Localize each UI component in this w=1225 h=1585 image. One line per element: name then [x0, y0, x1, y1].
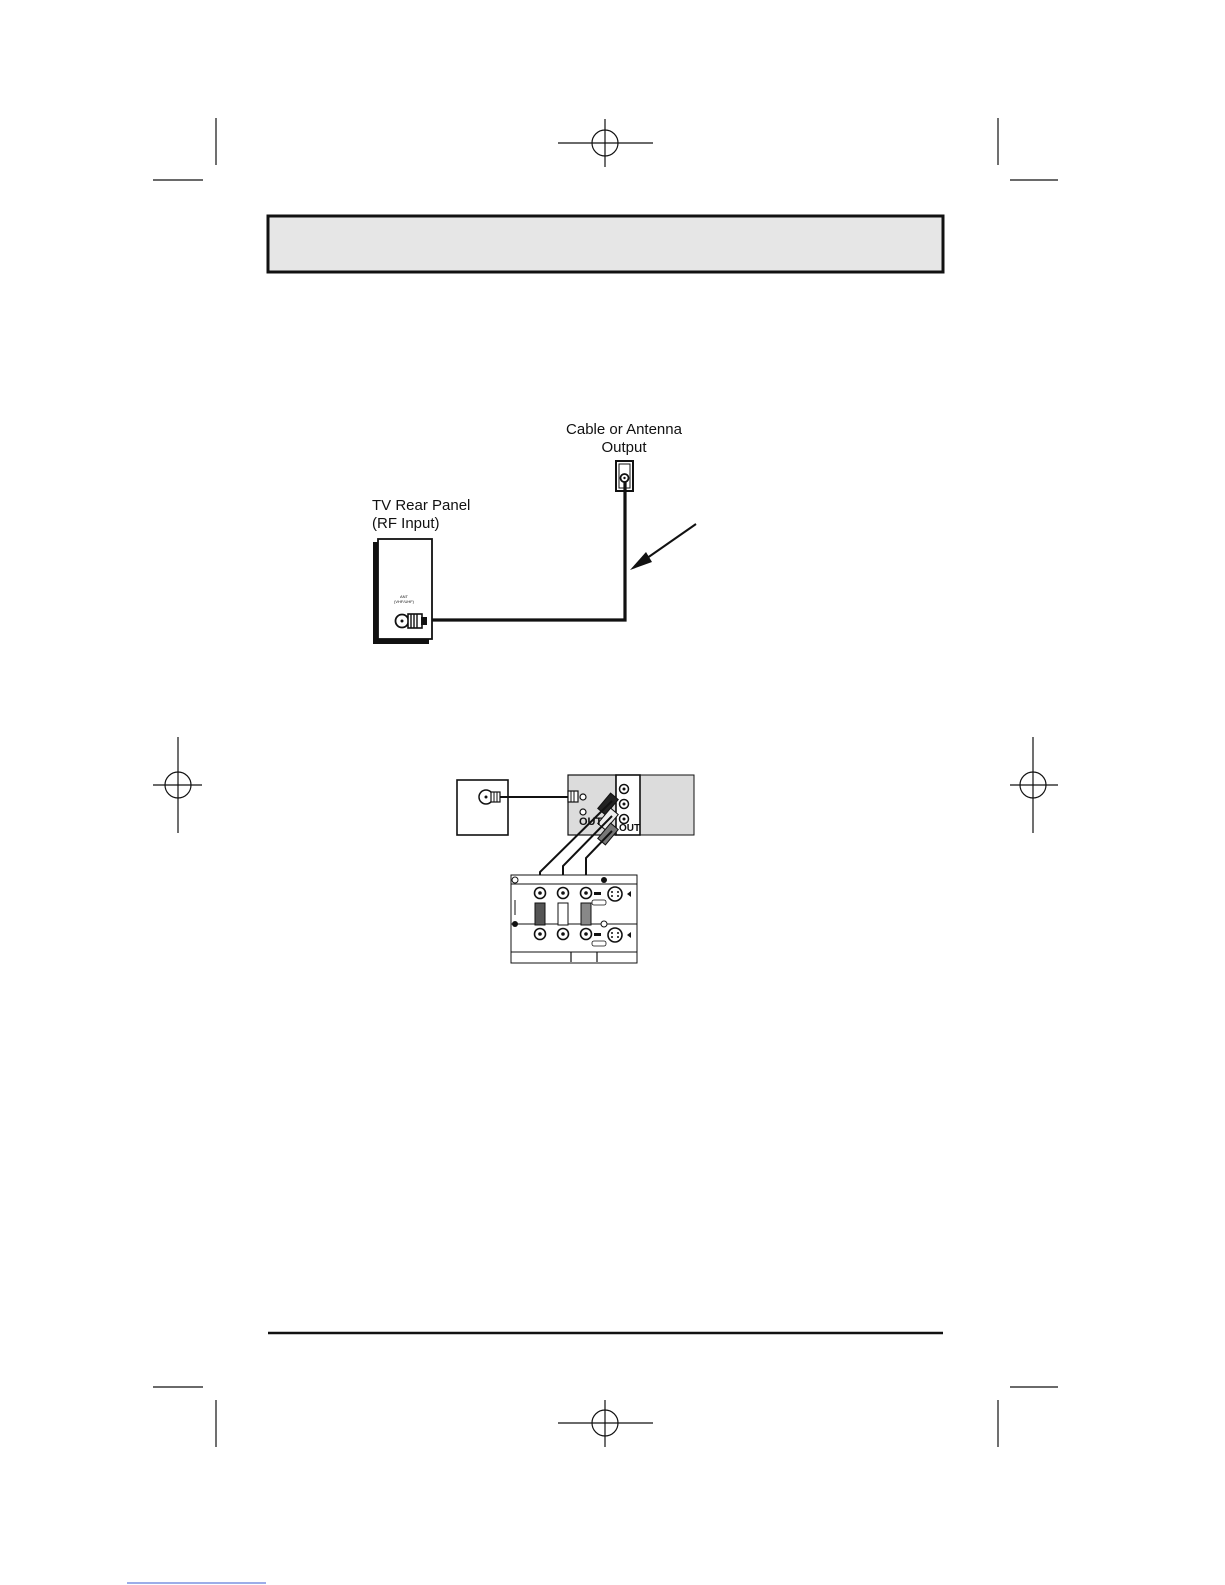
wall-outlet-label-line2: Output	[601, 439, 647, 456]
figure-av-connection	[457, 775, 694, 963]
rf-jack-label-line2: (VHF/UHF)	[394, 599, 414, 604]
registration-mark-bottom	[558, 1400, 653, 1447]
wall-outlet-label-line1: Cable or Antenna	[566, 421, 682, 438]
wall-plate	[457, 780, 508, 835]
av-out-label: OUT	[619, 823, 641, 834]
wall-outlet-label	[560, 421, 688, 457]
device-out-label: OUT	[579, 816, 603, 828]
rf-input-jack	[396, 614, 428, 628]
rf-jack-label	[386, 594, 422, 604]
section-header-box	[268, 216, 943, 272]
registration-mark-top	[558, 119, 653, 167]
tv-av-input-panel	[511, 875, 637, 963]
pointer-arrow	[630, 524, 696, 570]
tv-rear-panel-label	[372, 497, 470, 533]
registration-mark-right	[1010, 737, 1058, 833]
tv-rear-panel-label-line1: TV Rear Panel	[372, 497, 471, 514]
registration-mark-left	[153, 737, 202, 833]
figure-rf-connection	[373, 461, 696, 644]
rf-jack-label-line1: ANT	[400, 594, 408, 599]
tv-rear-panel-label-line2: (RF Input)	[372, 515, 440, 532]
wall-plate-jack	[479, 790, 500, 804]
